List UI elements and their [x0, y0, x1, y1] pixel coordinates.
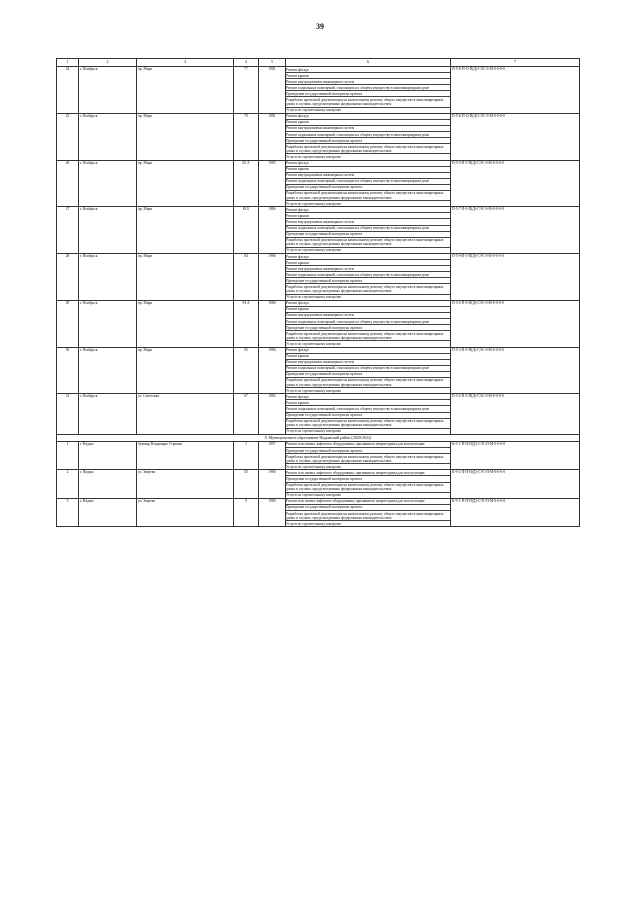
header-cell: 4 [234, 59, 259, 67]
table-row [57, 347, 580, 394]
work-item: Ремонт фасада [286, 301, 451, 307]
work-item: Проведение государственной экспертизы проекта [286, 91, 451, 97]
work-item: Ремонт крыши [286, 307, 451, 313]
code-cell: П-5-Б-П-О-П(Д)-СЭС-0-М-0-0-0-0 [451, 67, 580, 114]
works-cell [286, 207, 451, 254]
year-cell: 1981 [259, 113, 286, 160]
town-cell: г. Надым [79, 470, 137, 498]
header-cell: 6 [286, 59, 451, 67]
town-cell: г. Ноябрьск [79, 67, 137, 114]
work-item: Проведение государственной экспертизы проекта [286, 413, 451, 419]
work-item: Ремонт фасада [286, 394, 451, 400]
work-item: Ремонт крыши [286, 167, 451, 173]
work-item: Разработка проектной документации на капитальному ремонту общего имущества в многоквартирных домах в случаях, предусмотренных федеральным законодательством [286, 331, 451, 341]
row-number: 29 [57, 300, 79, 347]
code-cell: П-5-3-П-0-П(Д)-СЭС-0-М-0-0-0-0 [451, 347, 580, 394]
work-item: Проведение государственной экспертизы проекта [286, 448, 451, 454]
town-cell: г. Ноябрьск [79, 300, 137, 347]
street-cell: пр. Мира [137, 300, 234, 347]
year-cell: 1981 [259, 67, 286, 114]
section-title: 8. Муниципальное образование Надымский район (2020-2022) [57, 434, 580, 441]
street-cell: ул. Советская [137, 394, 234, 435]
house-cell: 84 [234, 254, 259, 301]
code-cell: П-5-Б-П-О-П(Д)-СЭС-0-М-0-0-0-0 [451, 113, 580, 160]
work-item: Ремонт крыши [286, 260, 451, 266]
work-item: Ремонт подвальных помещений, относящихся к общему имуществу в многоквартирном доме [286, 272, 451, 278]
work-item: Услуги по строительному контролю [286, 341, 342, 346]
section-row [57, 434, 580, 441]
row-number: 27 [57, 207, 79, 254]
table-row [57, 300, 580, 347]
work-item: Ремонт внутридомовых инженерных систем [286, 126, 451, 132]
table-row [57, 207, 580, 254]
code-cell: П-5-4-П-0-П(Д)-СЭС-0-М-0-0-0-0 [451, 300, 580, 347]
work-item: Услуги по строительному контролю [286, 108, 342, 113]
town-cell: г. Ноябрьск [79, 207, 137, 254]
town-cell: г. Надым [79, 441, 137, 469]
work-item: Ремонт или замена лифтового оборудования, признанного непригодным для эксплуатации [286, 499, 451, 505]
works-cell [286, 254, 451, 301]
code-cell: К-9-2-П-П-П(Д)-СЭС-П-М-0-0-0-0 [451, 470, 580, 498]
work-item: Услуги по строительному контролю [286, 248, 342, 253]
row-number: 24 [57, 67, 79, 114]
work-item: Ремонт внутридомовых инженерных систем [286, 266, 451, 272]
work-item: Услуги по строительному контролю [286, 295, 342, 300]
header-row [57, 59, 580, 67]
work-item: Проведение государственной экспертизы проекта [286, 476, 451, 482]
header-cell: 5 [259, 59, 286, 67]
work-item: Ремонт внутридомовых инженерных систем [286, 173, 451, 179]
works-cell [286, 67, 451, 114]
work-item: Ремонт фасада [286, 254, 451, 260]
work-item: Услуги по строительному контролю [286, 493, 342, 498]
street-cell: пр. Мира [137, 160, 234, 207]
work-item: Ремонт крыши [286, 400, 451, 406]
work-item: Ремонт или замена лифтового оборудования, признанного непригодным для эксплуатации [286, 470, 451, 476]
year-cell: 1986 [259, 347, 286, 394]
year-cell: 1980 [259, 498, 286, 526]
year-cell: 1985 [259, 160, 286, 207]
work-item: Услуги по строительному контролю [286, 464, 342, 469]
work-item: Ремонт крыши [286, 120, 451, 126]
works-cell [286, 160, 451, 207]
street-cell: пр. Мира [137, 113, 234, 160]
work-item: Проведение государственной экспертизы проекта [286, 138, 451, 144]
code-cell: К-9-1-П-П-П(Д)-СЭС-П-М-0-0-0-0 [451, 498, 580, 526]
work-item: Ремонт подвальных помещений, относящихся к общему имуществу в многоквартирном доме [286, 406, 451, 412]
code-cell: К-9-1-П-П-П(Д)-СЭС-П-М-0-0-0-0 [451, 441, 580, 469]
code-cell: П-5-7-П-0-П(Д)-СЭС-0-М-0-0-0-0 [451, 207, 580, 254]
work-item: Ремонт фасада [286, 207, 451, 213]
street-cell: пр. Мира [137, 347, 234, 394]
house-cell: 9 [234, 498, 259, 526]
work-item: Разработка проектной документации на капитальному ремонту общего имущества в многоквартирных домах в случаях, предусмотренных федеральным законодательством [286, 454, 451, 464]
table-row [57, 498, 580, 526]
work-item: Услуги по строительному контролю [286, 154, 342, 159]
work-item: Ремонт фасада [286, 114, 451, 120]
work-item: Проведение государственной экспертизы проекта [286, 278, 451, 284]
work-item: Ремонт подвальных помещений, относящихся к общему имуществу в многоквартирном доме [286, 132, 451, 138]
work-item: Ремонт крыши [286, 354, 451, 360]
work-item: Услуги по строительному контролю [286, 429, 342, 434]
house-cell: 79 [234, 113, 259, 160]
work-item: Услуги по строительному контролю [286, 521, 342, 526]
work-item: Разработка проектной документации на капитальному ремонту общего имущества в многоквартирных домах в случаях, предусмотренных федеральным законодательством [286, 238, 451, 248]
house-cell: 95 [234, 347, 259, 394]
work-item: Разработка проектной документации на капитальному ремонту общего имущества в многоквартирных домах в случаях, предусмотренных федеральным законодательством [286, 191, 451, 201]
work-item: Ремонт внутридомовых инженерных систем [286, 313, 451, 319]
work-item: Ремонт фасада [286, 348, 451, 354]
table-row [57, 113, 580, 160]
table-row [57, 470, 580, 498]
row-number: 1 [57, 441, 79, 469]
street-cell: ул. Зверева [137, 498, 234, 526]
row-number: 25 [57, 113, 79, 160]
house-cell: 94 А [234, 300, 259, 347]
work-item: Разработка проектной документации на капитальному ремонту общего имущества в многоквартирных домах в случаях, предусмотренных федеральным законодательством [286, 511, 451, 521]
work-item: Проведение государственной экспертизы проекта [286, 185, 451, 191]
work-item: Ремонт подвальных помещений, относящихся к общему имуществу в многоквартирном доме [286, 179, 451, 185]
street-cell: пр. Мира [137, 207, 234, 254]
work-item: Проведение государственной экспертизы проекта [286, 325, 451, 331]
header-cell: 1 [57, 59, 79, 67]
works-cell [286, 498, 451, 526]
header-cell: 7 [451, 59, 580, 67]
year-cell: 1986 [259, 207, 286, 254]
works-cell [286, 441, 451, 469]
street-cell: бульвар Владимира Страшко [137, 441, 234, 469]
work-item: Разработка проектной документации на капитальному ремонту общего имущества в многоквартирных домах в случаях, предусмотренных федеральным законодательством [286, 419, 451, 429]
code-cell: П-5-9-П-0-П(Д)-СЭС-0-М-0-0-0-0 [451, 254, 580, 301]
table-row [57, 441, 580, 469]
house-cell: 82 Б [234, 207, 259, 254]
house-cell: 67 [234, 394, 259, 435]
work-item: Ремонт или замена лифтового оборудования, признанного непригодным для эксплуатации [286, 442, 451, 448]
town-cell: г. Ноябрьск [79, 113, 137, 160]
street-cell: пр. Мира [137, 67, 234, 114]
work-item: Ремонт подвальных помещений, относящихся к общему имуществу в многоквартирном доме [286, 226, 451, 232]
row-number: 31 [57, 394, 79, 435]
header-cell: 2 [79, 59, 137, 67]
year-cell: 1982 [259, 394, 286, 435]
work-item: Разработка проектной документации на капитальному ремонту общего имущества в многоквартирных домах в случаях, предусмотренных федеральным законодательством [286, 144, 451, 154]
row-number: 28 [57, 254, 79, 301]
work-item: Ремонт подвальных помещений, относящихся к общему имуществу в многоквартирном доме [286, 319, 451, 325]
code-cell: П-5-9-П-0-П(Д)-СЭС-0-М-0-0-0-0 [451, 160, 580, 207]
row-number: 30 [57, 347, 79, 394]
town-cell: г. Ноябрьск [79, 347, 137, 394]
row-number: 2 [57, 470, 79, 498]
table-row [57, 67, 580, 114]
year-cell: 1986 [259, 300, 286, 347]
work-item: Разработка проектной документации на капитальному ремонту общего имущества в многоквартирных домах в случаях, предусмотренных федеральным законодательством [286, 284, 451, 294]
work-item: Ремонт внутридомовых инженерных систем [286, 219, 451, 225]
year-cell: 1980 [259, 470, 286, 498]
repair-program-table [56, 58, 580, 527]
works-cell [286, 300, 451, 347]
street-cell: пр. Мира [137, 254, 234, 301]
work-item: Проведение государственной экспертизы проекта [286, 372, 451, 378]
work-item: Ремонт фасада [286, 161, 451, 167]
table-row [57, 254, 580, 301]
work-item: Проведение государственной экспертизы проекта [286, 505, 451, 511]
house-cell: 77 [234, 67, 259, 114]
work-item: Услуги по строительному контролю [286, 201, 342, 206]
table-row [57, 394, 580, 435]
year-cell: 1997 [259, 441, 286, 469]
house-cell: 82 А [234, 160, 259, 207]
street-cell: ул. Зверева [137, 470, 234, 498]
work-item: Ремонт подвальных помещений, относящихся к общему имуществу в многоквартирном доме [286, 366, 451, 372]
row-number: 3 [57, 498, 79, 526]
town-cell: г. Ноябрьск [79, 394, 137, 435]
work-item: Ремонт внутридомовых инженерных систем [286, 79, 451, 85]
town-cell: г. Надым [79, 498, 137, 526]
work-item: Проведение государственной экспертизы проекта [286, 232, 451, 238]
house-cell: 1 [234, 441, 259, 469]
work-item: Ремонт внутридомовых инженерных систем [286, 360, 451, 366]
work-item: Ремонт крыши [286, 73, 451, 79]
code-cell: П-5-4-П-0-П(Д)-СЭС-0-М-0-0-0-0 [451, 394, 580, 435]
works-cell [286, 470, 451, 498]
table-row [57, 160, 580, 207]
year-cell: 1986 [259, 254, 286, 301]
works-cell [286, 394, 451, 435]
town-cell: г. Ноябрьск [79, 160, 137, 207]
works-cell [286, 113, 451, 160]
work-item: Ремонт крыши [286, 213, 451, 219]
work-item: Разработка проектной документации на капитальному ремонту общего имущества в многоквартирных домах в случаях, предусмотренных федеральным законодательством [286, 378, 451, 388]
town-cell: г. Ноябрьск [79, 254, 137, 301]
page-number: 39 [316, 22, 324, 31]
house-cell: 3/5 [234, 470, 259, 498]
work-item: Ремонт подвальных помещений, относящихся к общему имуществу в многоквартирном доме [286, 85, 451, 91]
work-item: Разработка проектной документации на капитальному ремонту общего имущества в многоквартирных домах в случаях, предусмотренных федеральным законодательством [286, 483, 451, 493]
row-number: 26 [57, 160, 79, 207]
work-item: Ремонт фасада [286, 67, 451, 73]
work-item: Услуги по строительному контролю [286, 388, 342, 393]
works-cell [286, 347, 451, 394]
work-item: Разработка проектной документации на капитальному ремонту общего имущества в многоквартирных домах в случаях, предусмотренных федеральным законодательством [286, 97, 451, 107]
header-cell: 3 [137, 59, 234, 67]
